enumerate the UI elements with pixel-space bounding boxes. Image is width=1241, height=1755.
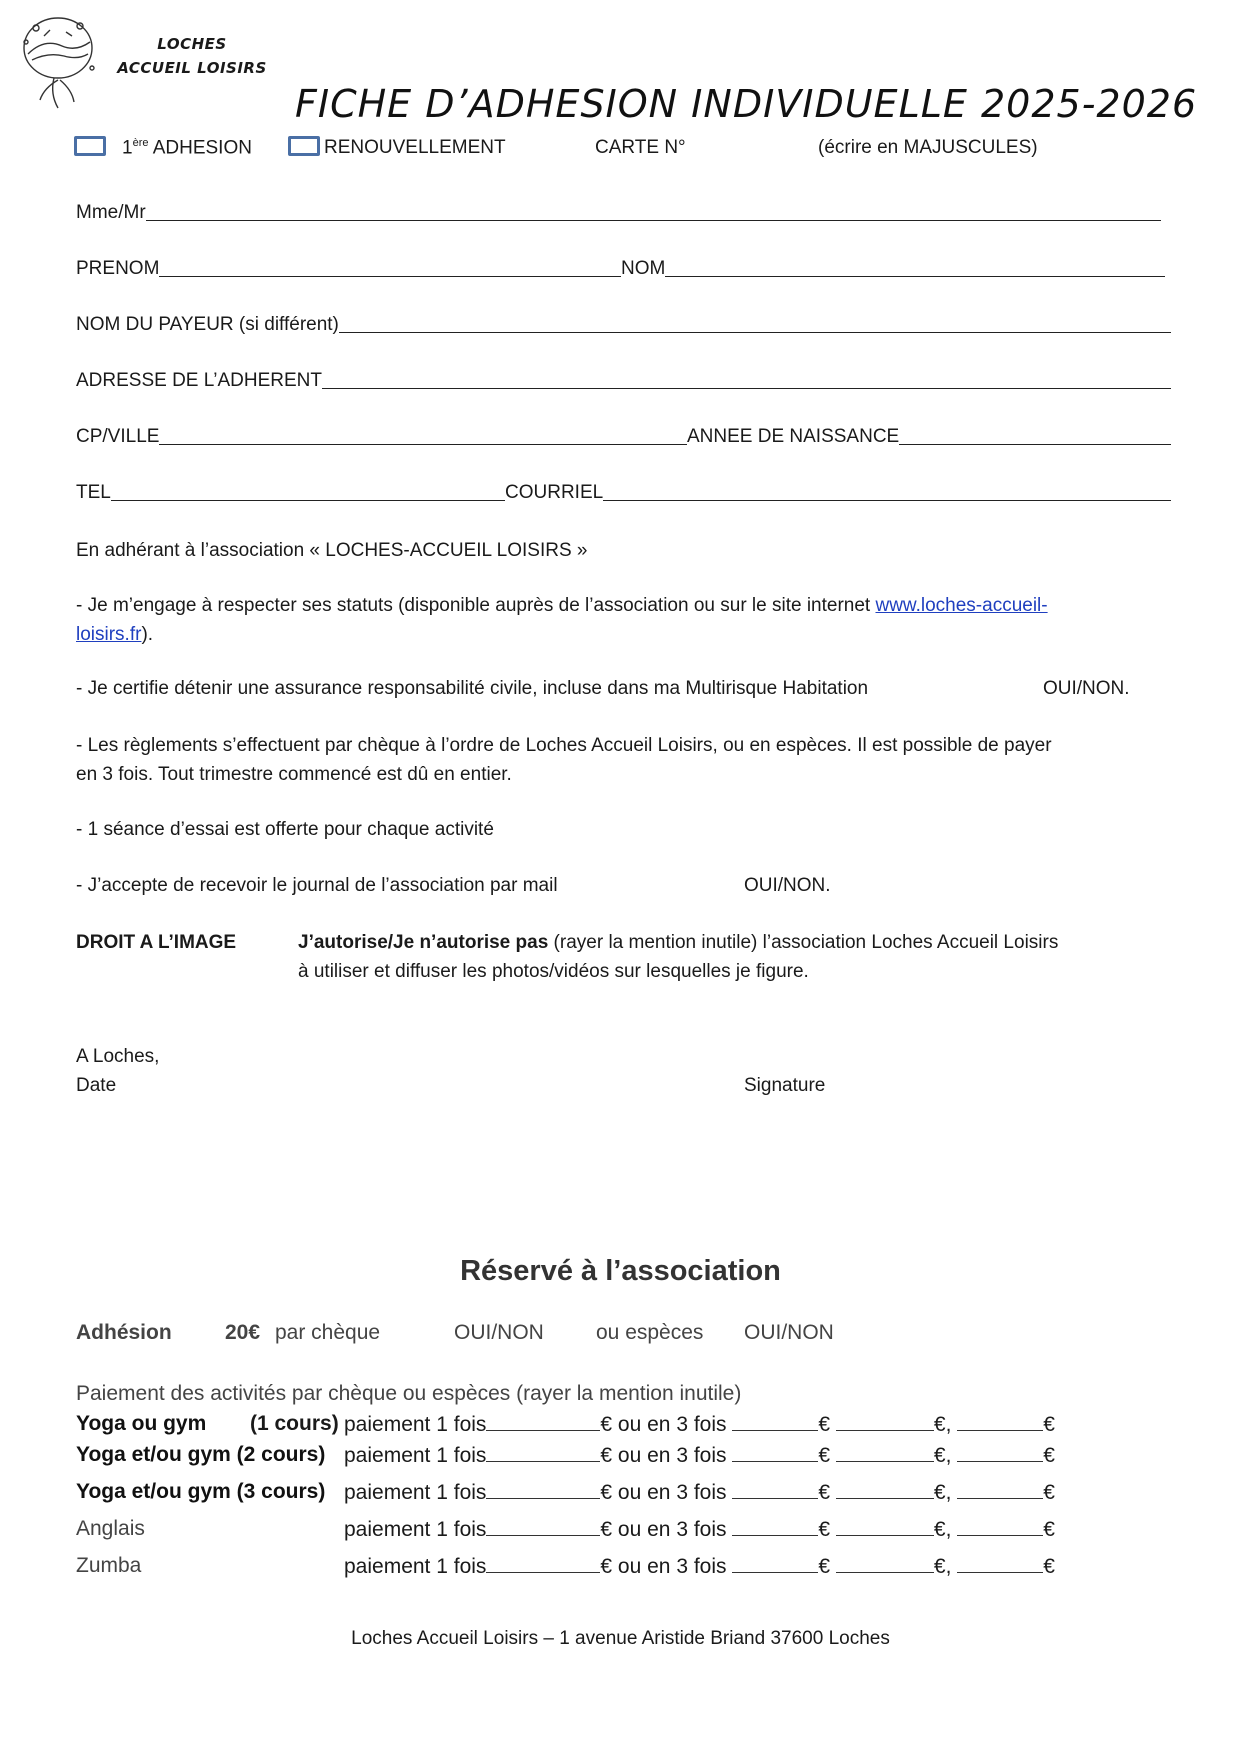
installment-1-blank[interactable] [732, 1412, 818, 1431]
euro-sign: € [1043, 1481, 1055, 1504]
birth-year-field[interactable] [687, 422, 1171, 448]
image-rights-line1: (rayer la mention inutile) l’association Loches Accueil Loisirs [548, 932, 1059, 953]
installment-1-blank[interactable] [732, 1480, 818, 1499]
birth-year-label: ANNEE DE NAISSANCE [687, 426, 900, 447]
euro-sign: € [818, 1413, 831, 1436]
renewal-checkbox[interactable] [288, 136, 320, 156]
cash-answer[interactable]: OUI/NON [744, 1321, 834, 1344]
renewal-label: RENOUVELLEMENT [324, 137, 506, 158]
payments-line1: - Les règlements s’effectuent par chèque à l’ordre de Loches Accueil Loisirs, ou en espèces. Il est possible de payer [76, 735, 1052, 756]
activity-name: Yoga et/ou gym (3 cours) [76, 1480, 326, 1503]
city-line[interactable] [159, 443, 687, 445]
or-three-label: € ou en 3 fois [600, 1518, 727, 1541]
date-label: Date [76, 1075, 117, 1096]
activity-payment-detail [344, 1480, 1055, 1505]
image-rights-label: DROIT A L’IMAGE [76, 932, 237, 953]
pay-once-blank[interactable] [486, 1554, 600, 1573]
image-rights-choice[interactable]: J’autorise/Je n’autorise pas [298, 932, 549, 953]
insurance-answer[interactable]: OUI/NON. [1043, 678, 1130, 699]
euro-comma-sign: €, [933, 1481, 952, 1504]
phone-line[interactable] [111, 499, 505, 501]
lastname-line[interactable] [665, 275, 1165, 277]
trial-text: - 1 séance d’essai est offerte pour chaque activité [76, 819, 494, 840]
page-title: FICHE D’ADHESION INDIVIDUELLE 2025-2026 [295, 82, 1198, 126]
city-label: CP/VILLE [76, 426, 160, 447]
installment-3-blank[interactable] [957, 1412, 1043, 1431]
installment-3-blank[interactable] [957, 1517, 1043, 1536]
statutes-text: - Je m’engage à respecter ses statuts (disponible auprès de l’association ou sur le site internet [76, 595, 876, 616]
firstname-label: PRENOM [76, 258, 160, 279]
activity-payment-detail [344, 1517, 1055, 1542]
installment-3-blank[interactable] [957, 1443, 1043, 1462]
or-three-label: € ou en 3 fois [600, 1555, 727, 1578]
installment-2-blank[interactable] [836, 1517, 934, 1536]
pay-once-blank[interactable] [486, 1480, 600, 1499]
email-line[interactable] [603, 499, 1171, 501]
card-number-label: CARTE N° [595, 137, 686, 158]
installment-2-blank[interactable] [836, 1554, 934, 1573]
pay-once-label: paiement 1 fois [344, 1481, 487, 1504]
reserved-section-title: Réservé à l’association [460, 1255, 781, 1287]
journal-text: - J’accepte de recevoir le journal de l’association par mail [76, 875, 558, 896]
pay-once-label: paiement 1 fois [344, 1413, 487, 1436]
email-label: COURRIEL [505, 482, 604, 503]
org-name-line1: LOCHES [157, 35, 227, 53]
address-label: ADRESSE DE L’ADHERENT [76, 370, 323, 391]
installment-2-blank[interactable] [836, 1443, 934, 1462]
euro-comma-sign: €, [933, 1444, 952, 1467]
civility-line[interactable] [146, 219, 1161, 221]
euro-sign: € [818, 1481, 831, 1504]
membership-row [76, 1321, 172, 1345]
footer-address: Loches Accueil Loisirs – 1 avenue Aristide Briand 37600 Loches [351, 1628, 890, 1649]
place-label: A Loches, [76, 1046, 160, 1067]
check-answer[interactable]: OUI/NON [454, 1321, 544, 1344]
euro-sign: € [1043, 1518, 1055, 1541]
civility-field[interactable] [76, 198, 1161, 224]
payments-line2: en 3 fois. Tout trimestre commencé est dû en entier. [76, 764, 512, 785]
image-rights-text [298, 928, 1058, 986]
organization-name [112, 32, 272, 80]
membership-label: Adhésion [76, 1321, 172, 1344]
firstname-line[interactable] [159, 275, 621, 277]
activity-name: Anglais [76, 1517, 145, 1540]
pay-once-label: paiement 1 fois [344, 1518, 487, 1541]
intro-text: En adhérant à l’association « LOCHES-ACCUEIL LOISIRS » [76, 540, 588, 561]
euro-comma-sign: €, [933, 1518, 952, 1541]
insurance-text: - Je certifie détenir une assurance responsabilité civile, incluse dans ma Multirisque Habitation [76, 678, 869, 699]
or-three-label: € ou en 3 fois [600, 1413, 727, 1436]
place-date-block [76, 1042, 159, 1100]
lastname-field[interactable] [621, 254, 1165, 280]
activity-payment-detail [344, 1554, 1055, 1579]
firstname-field[interactable] [76, 254, 621, 280]
website-link-part1[interactable]: www.loches-accueil- [875, 595, 1048, 616]
euro-sign: € [818, 1444, 831, 1467]
first-membership-label [122, 137, 252, 159]
installment-1-blank[interactable] [732, 1517, 818, 1536]
city-field[interactable] [76, 422, 687, 448]
euro-sign: € [818, 1555, 831, 1578]
installment-3-blank[interactable] [957, 1554, 1043, 1573]
pay-once-label: paiement 1 fois [344, 1444, 487, 1467]
installment-1-blank[interactable] [732, 1443, 818, 1462]
activity-qualifier: (1 cours) [250, 1412, 339, 1435]
association-logo-icon [14, 8, 104, 110]
first-membership-text: ADHESION [152, 137, 252, 159]
euro-comma-sign: €, [933, 1413, 952, 1436]
payer-label: NOM DU PAYEUR (si différent) [76, 314, 339, 335]
activity-payment-detail [344, 1412, 1055, 1437]
phone-label: TEL [76, 482, 111, 503]
payer-line[interactable] [339, 331, 1171, 333]
statutes-paragraph [76, 591, 1176, 649]
org-name-line2: ACCUEIL LOISIRS [117, 59, 267, 77]
euro-sign: € [818, 1518, 831, 1541]
lastname-label: NOM [621, 258, 666, 279]
statutes-end: ). [141, 624, 154, 645]
or-three-label: € ou en 3 fois [600, 1481, 727, 1504]
image-rights-line2: à utiliser et diffuser les photos/vidéos sur lesquelles je figure. [298, 961, 809, 982]
email-field[interactable] [505, 478, 1171, 504]
installment-2-blank[interactable] [836, 1412, 934, 1431]
capitals-note: (écrire en MAJUSCULES) [818, 137, 1038, 158]
first-membership-sup: ère [132, 137, 149, 149]
payments-paragraph [76, 731, 1176, 789]
or-cash-label: ou espèces [596, 1321, 704, 1344]
civility-label: Mme/Mr [76, 202, 146, 223]
birth-year-line[interactable] [899, 443, 1171, 445]
euro-sign: € [1043, 1444, 1055, 1467]
euro-sign: € [1043, 1413, 1055, 1436]
activity-name: Yoga et/ou gym (2 cours) [76, 1443, 326, 1466]
installment-3-blank[interactable] [957, 1480, 1043, 1499]
activity-name: Zumba [76, 1554, 142, 1577]
installment-1-blank[interactable] [732, 1554, 818, 1573]
pay-once-label: paiement 1 fois [344, 1555, 487, 1578]
by-check-label: par chèque [275, 1321, 381, 1344]
signature-label: Signature [744, 1075, 826, 1096]
installment-2-blank[interactable] [836, 1480, 934, 1499]
or-three-label: € ou en 3 fois [600, 1444, 727, 1467]
activity-name: Yoga ou gym [76, 1412, 207, 1435]
address-line[interactable] [322, 387, 1171, 389]
first-membership-checkbox[interactable] [74, 136, 106, 156]
payer-field[interactable] [76, 310, 1171, 336]
address-field[interactable] [76, 366, 1171, 392]
pay-once-blank[interactable] [486, 1443, 600, 1462]
phone-field[interactable] [76, 478, 505, 504]
membership-price: 20€ [225, 1321, 261, 1344]
pay-once-blank[interactable] [486, 1412, 600, 1431]
euro-sign: € [1043, 1555, 1055, 1578]
website-link-part2[interactable]: loisirs.fr [76, 624, 142, 645]
journal-answer[interactable]: OUI/NON. [744, 875, 831, 896]
euro-comma-sign: €, [933, 1555, 952, 1578]
first-membership-prefix: 1 [122, 137, 133, 159]
payment-note: Paiement des activités par chèque ou espèces (rayer la mention inutile) [76, 1382, 742, 1405]
activity-payment-detail [344, 1443, 1055, 1468]
pay-once-blank[interactable] [486, 1517, 600, 1536]
